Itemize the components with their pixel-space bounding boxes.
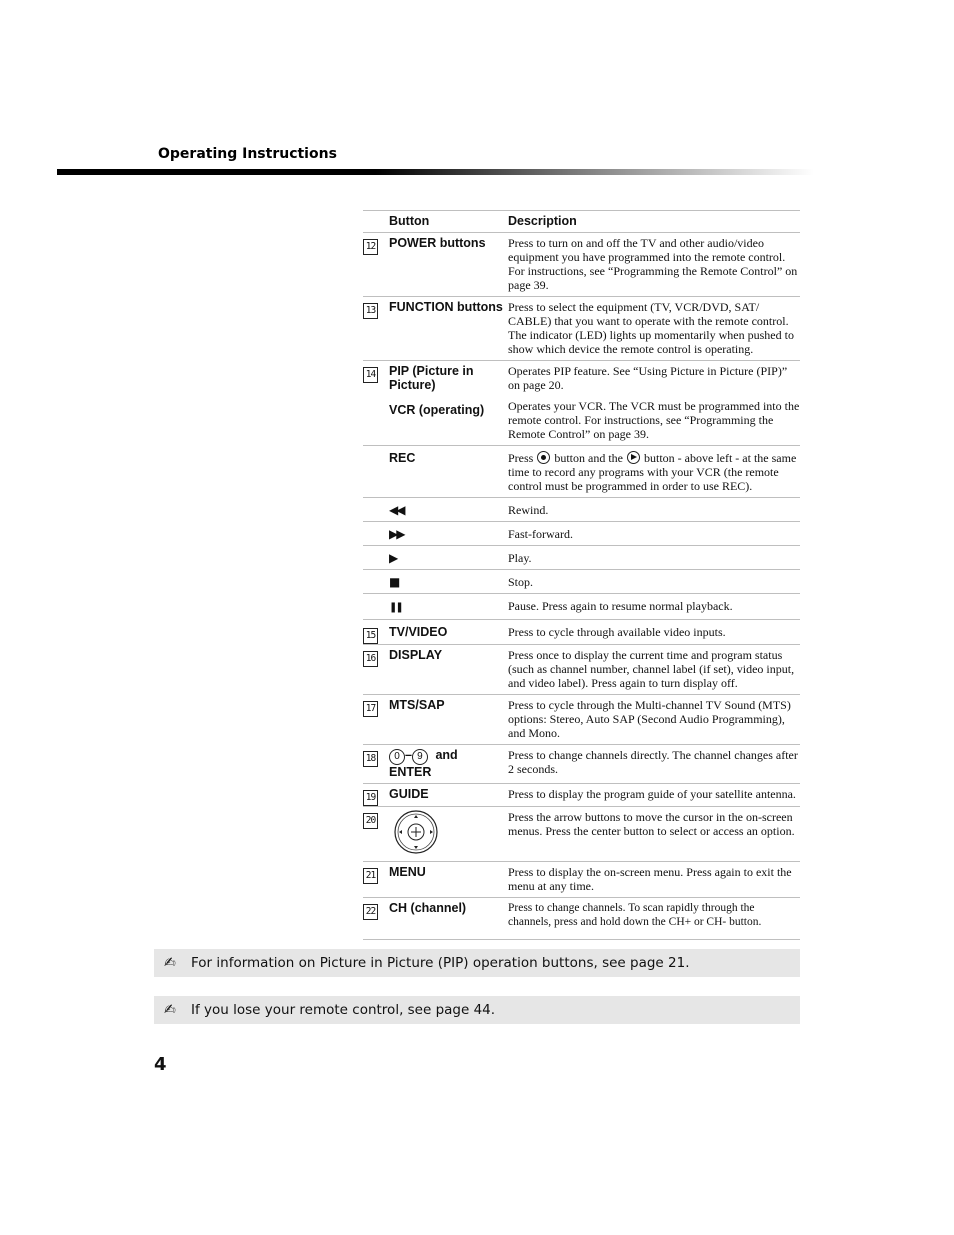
button-description: Operates your VCR. The VCR must be programmed into the remote control. For instructions, see “Programming the Remote Control” on page 39. bbox=[508, 399, 800, 441]
item-number: 19 bbox=[363, 790, 378, 806]
digit-9-key-icon: 9 bbox=[412, 749, 428, 765]
button-description: Press to display the program guide of your satellite antenna. bbox=[508, 787, 796, 801]
item-number: 21 bbox=[363, 868, 378, 884]
item-number: 16 bbox=[363, 651, 378, 667]
button-description: Operates PIP feature. See “Using Picture in Picture (PIP)” on page 20. bbox=[508, 364, 788, 392]
rec-button-icon bbox=[537, 451, 550, 464]
column-header-description: Description bbox=[508, 214, 577, 228]
item-number: 20 bbox=[363, 813, 378, 829]
fast-forward-icon: ▶▶ bbox=[389, 527, 404, 541]
button-description: Play. bbox=[508, 551, 532, 565]
table-row bbox=[363, 594, 800, 620]
item-number: 18 bbox=[363, 751, 378, 767]
item-number: 15 bbox=[363, 628, 378, 644]
table-row bbox=[363, 361, 800, 396]
button-description: Press to cycle through the Multi-channel TV Sound (MTS) options: Stereo, Auto SAP (Second Audio Programming), and Mono. bbox=[508, 698, 791, 740]
button-name bbox=[389, 807, 508, 861]
button-description: Fast-forward. bbox=[508, 527, 573, 541]
button-name: TV/VIDEO bbox=[389, 625, 448, 639]
table-row bbox=[363, 446, 800, 498]
page-number: 4 bbox=[154, 1054, 167, 1075]
note-box bbox=[154, 996, 800, 1024]
button-name: MENU bbox=[389, 865, 426, 879]
note-text: For information on Picture in Picture (PIP) operation buttons, see page 21. bbox=[191, 955, 690, 971]
button-description: Press to display the on-screen menu. Press again to exit the menu at any time. bbox=[508, 865, 792, 893]
button-name: MTS/SAP bbox=[389, 698, 445, 712]
button-name: FUNCTION buttons bbox=[389, 300, 503, 314]
header-rule bbox=[57, 169, 814, 175]
table-row bbox=[363, 695, 800, 745]
rewind-icon: ◀◀ bbox=[389, 503, 404, 517]
table-row bbox=[363, 862, 800, 898]
button-description: Stop. bbox=[508, 575, 534, 589]
button-description: Press to change channels. To scan rapidly through the channels, press and hold down the CH+ or CH- button. bbox=[508, 902, 762, 928]
column-header-button: Button bbox=[389, 214, 430, 228]
button-name: POWER buttons bbox=[389, 236, 486, 250]
stop-icon: ■ bbox=[389, 575, 399, 589]
button-description: Press to change channels directly. The channel changes after 2 seconds. bbox=[508, 748, 798, 776]
table-row bbox=[363, 784, 800, 807]
digit-0-key-icon: 0 bbox=[389, 749, 405, 765]
item-number: 14 bbox=[363, 367, 378, 383]
table-row bbox=[363, 645, 800, 695]
table-row bbox=[363, 570, 800, 594]
pause-icon: ❚❚ bbox=[389, 602, 402, 613]
button-description: Pause. Press again to resume normal playback. bbox=[508, 599, 733, 613]
table-row bbox=[363, 297, 800, 361]
button-description: Press once to display the current time and program status (such as channel number, channel label (if set), video input, and video label). Press again to turn display off. bbox=[508, 648, 795, 690]
button-description: Press to cycle through available video inputs. bbox=[508, 625, 726, 639]
pencil-note-icon: ✍ bbox=[164, 955, 176, 971]
item-number: 12 bbox=[363, 239, 378, 255]
item-number: 13 bbox=[363, 303, 378, 319]
note-text: If you lose your remote control, see page 44. bbox=[191, 1002, 496, 1018]
table-row bbox=[363, 546, 800, 570]
button-description: Press to turn on and off the TV and other audio/video equipment you have programmed into the remote control. For instructions, see “Programming the Remote Control” on page 39. bbox=[508, 236, 798, 292]
button-description-table bbox=[363, 210, 800, 940]
button-name: DISPLAY bbox=[389, 648, 443, 662]
button-name: GUIDE bbox=[389, 787, 429, 801]
button-name: VCR (operating) bbox=[389, 403, 485, 417]
button-description: Press to select the equipment (TV, VCR/DVD, SAT/ CABLE) that you want to operate with the remote control. The indicator (LED) lights up momentarily when pushed to show which device the remote control is operating. bbox=[508, 300, 794, 356]
item-number: 22 bbox=[363, 904, 378, 920]
table-row bbox=[363, 898, 800, 940]
table-row bbox=[363, 498, 800, 522]
table-row bbox=[363, 522, 800, 546]
button-description: Press button and the button - above left - at the same time to record any programs with your VCR (the remote control must be programmed in order to use REC). bbox=[508, 451, 797, 493]
table-row bbox=[363, 807, 800, 862]
table-header-row bbox=[363, 211, 800, 233]
play-icon: ▶ bbox=[389, 551, 397, 565]
button-description: Press the arrow buttons to move the cursor in the on-screen menus. Press the center button to select or access an option. bbox=[508, 810, 795, 838]
button-name: CH (channel) bbox=[389, 901, 467, 915]
play-button-icon bbox=[627, 451, 640, 464]
section-title: Operating Instructions bbox=[158, 146, 337, 162]
pencil-note-icon: ✍ bbox=[164, 1002, 176, 1018]
button-description: Rewind. bbox=[508, 503, 549, 517]
button-name: 0 – 9 and ENTER bbox=[389, 748, 458, 779]
item-number: 17 bbox=[363, 701, 378, 717]
button-name: REC bbox=[389, 451, 416, 465]
arrow-pad-icon bbox=[389, 810, 445, 854]
table-row bbox=[363, 233, 800, 297]
button-name: PIP (Picture in Picture) bbox=[389, 364, 474, 392]
table-row bbox=[363, 396, 800, 446]
table-row bbox=[363, 620, 800, 645]
table-row bbox=[363, 745, 800, 784]
note-box bbox=[154, 949, 800, 977]
